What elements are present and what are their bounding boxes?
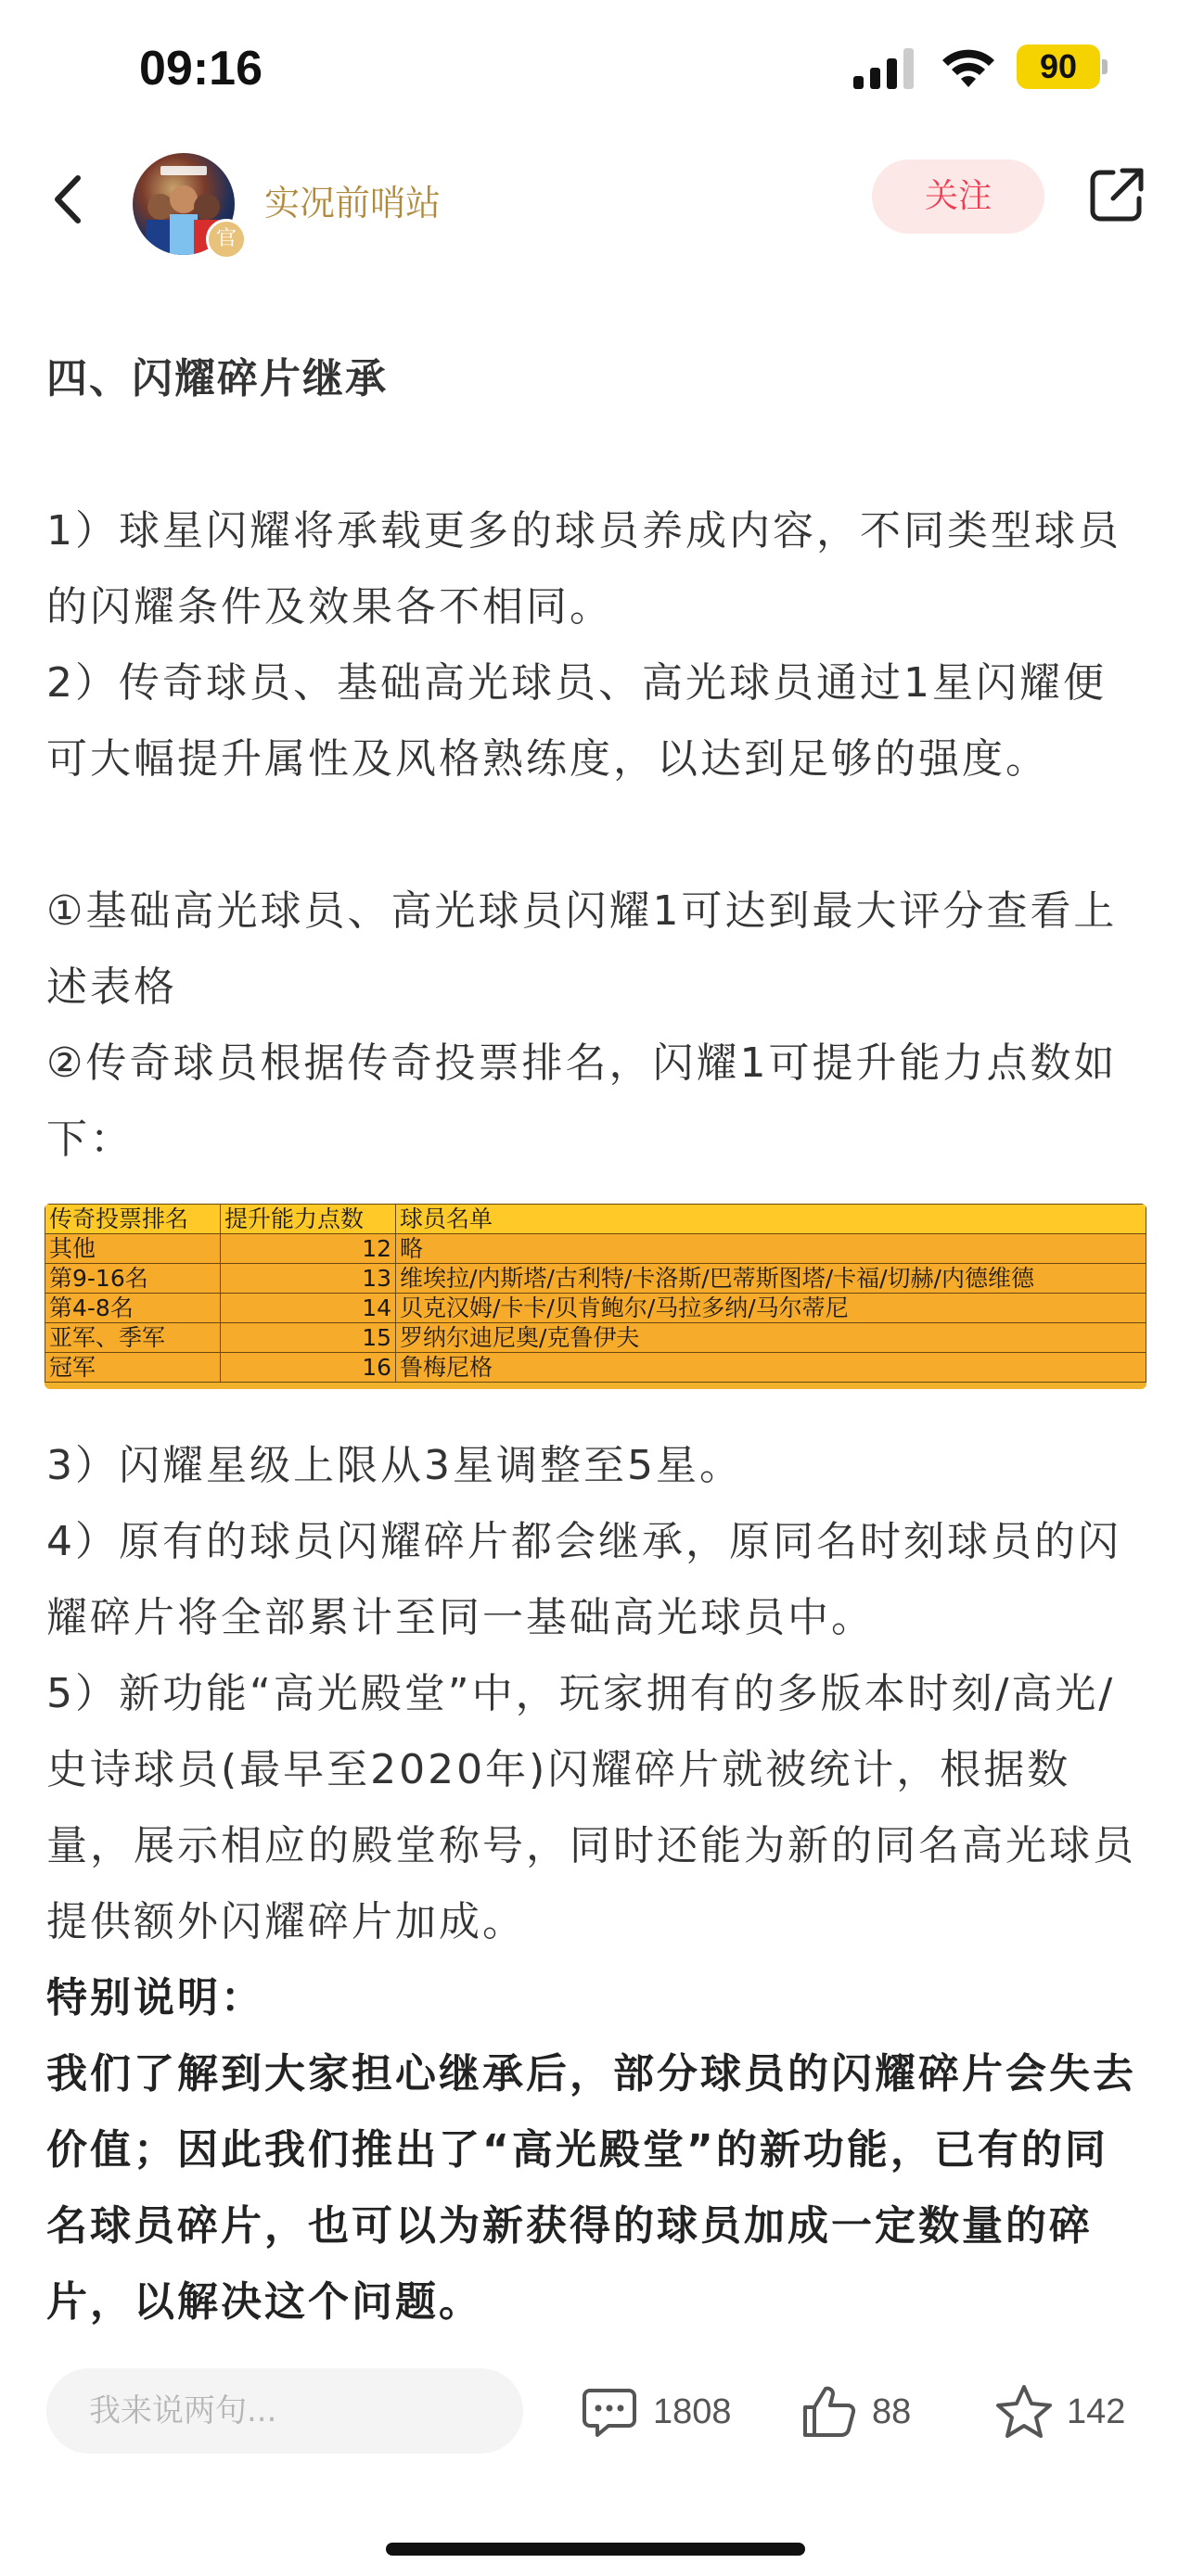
comment-button[interactable] [581,2379,757,2444]
status-bar [0,0,1191,139]
official-badge: 官 [206,219,247,260]
battery-icon [1017,45,1106,91]
battery-level: 90 [1017,45,1100,89]
back-arrow-icon[interactable] [37,167,102,232]
table-header-cell: 传奇投票排名 [45,1205,221,1234]
comment-count: 1808 [653,2392,732,2431]
paragraph-7: 5）新功能“高光殿堂”中，玩家拥有的多版本时刻/高光/史诗球员(最早至2020年)闪耀碎片就被统计，根据数量，展示相应的殿堂称号，同时还能为新的同名高光球员提供额外闪耀碎片加成。 [46,1670,1136,1945]
comment-icon [581,2383,638,2441]
table-cell: 罗纳尔迪尼奥/克鲁伊夫 [396,1323,1146,1353]
paragraph-6: 4）原有的球员闪耀碎片都会继承，原同名时刻球员的闪耀碎片将全部累计至同一基础高光球员中。 [46,1518,1121,1641]
table-row [45,1264,1146,1294]
table-cell: 鲁梅尼格 [396,1353,1146,1383]
note-body: 我们了解到大家担心继承后，部分球员的闪耀碎片会失去价值；因此我们推出了“高光殿堂”的新功能，已有的同名球员碎片，也可以为新获得的球员加成一定数量的碎片，以解决这个问题。 [46,2050,1136,2326]
star-icon [994,2383,1054,2441]
like-button[interactable] [800,2379,939,2444]
signal-icon [853,48,918,89]
nav-header [0,139,1191,260]
bottom-action-bar [0,2355,1191,2476]
table-cell: 其他 [45,1234,221,1264]
paragraph-4: ②传奇球员根据传奇投票排名，闪耀1可提升能力点数如下： [46,1039,1118,1163]
table-cell: 16 [221,1353,396,1383]
paragraph-3: ①基础高光球员、高光球员闪耀1可达到最大评分查看上述表格 [46,887,1118,1011]
like-icon [800,2383,857,2441]
wifi-icon [939,45,998,91]
table-cell: 第9-16名 [45,1264,221,1294]
favorite-count: 142 [1067,2392,1126,2431]
paragraph-5: 3）闪耀星级上限从3星调整至5星。 [46,1442,743,1489]
table-row [45,1294,1146,1323]
share-icon[interactable] [1087,165,1146,224]
table-cell: 12 [221,1234,396,1264]
table-cell: 贝克汉姆/卡卡/贝肯鲍尔/马拉多纳/马尔蒂尼 [396,1294,1146,1323]
table-cell: 14 [221,1294,396,1323]
table-cell: 略 [396,1234,1146,1264]
table-row [45,1353,1146,1383]
home-indicator [386,2543,805,2556]
legend-rank-table [45,1204,1146,1389]
table-cell: 15 [221,1323,396,1353]
paragraph-1: 1）球星闪耀将承载更多的球员养成内容，不同类型球员的闪耀条件及效果各不相同。 [46,507,1121,631]
account-name[interactable]: 实况前哨站 [264,183,442,223]
table-cell: 13 [221,1264,396,1294]
table-cell: 亚军、季军 [45,1323,221,1353]
table-cell: 维埃拉/内斯塔/古利特/卡洛斯/巴蒂斯图塔/卡福/切赫/内德维德 [396,1264,1146,1294]
table-header-row [45,1205,1146,1234]
status-time: 09:16 [139,42,263,96]
table-cell: 冠军 [45,1353,221,1383]
table-header-cell: 球员名单 [396,1205,1146,1234]
paragraph-2: 2）传奇球员、基础高光球员、高光球员通过1星闪耀便可大幅提升属性及风格熟练度，以达到足够的强度。 [46,659,1107,783]
like-count: 88 [872,2392,912,2431]
follow-button[interactable]: 关注 [872,159,1044,234]
section-title: 四、闪耀碎片继承 [46,355,388,402]
table-cell: 第4-8名 [45,1294,221,1323]
table-header-cell: 提升能力点数 [221,1205,396,1234]
favorite-button[interactable] [994,2379,1152,2444]
note-title: 特别说明： [46,1974,264,2021]
table-row [45,1234,1146,1264]
table-row [45,1323,1146,1353]
comment-input[interactable]: 我来说两句... [46,2368,523,2454]
